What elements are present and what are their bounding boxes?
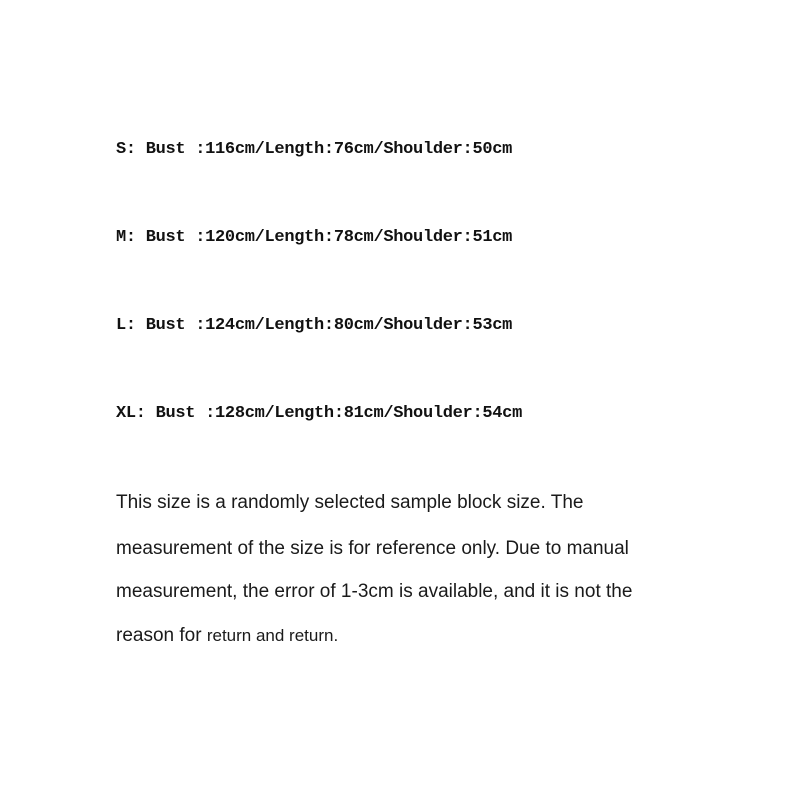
note-line-1: This size is a randomly selected sample block size. The	[116, 492, 584, 513]
size-row-s: S: Bust :116cm/Length:76cm/Shoulder:50cm	[116, 140, 513, 159]
note-line-4-start: reason for	[116, 625, 207, 646]
size-row-xl: XL: Bust :128cm/Length:81cm/Shoulder:54cm	[116, 404, 522, 423]
note-line-2: measurement of the size is for reference only. Due to manual	[116, 538, 629, 559]
note-line-3: measurement, the error of 1-3cm is available, and it is not the	[116, 581, 633, 602]
note-line-4-end: return and return.	[206, 626, 339, 645]
note-line-4	[116, 624, 338, 648]
size-row-l: L: Bust :124cm/Length:80cm/Shoulder:53cm	[116, 316, 513, 335]
size-row-m: M: Bust :120cm/Length:78cm/Shoulder:51cm	[116, 228, 513, 247]
